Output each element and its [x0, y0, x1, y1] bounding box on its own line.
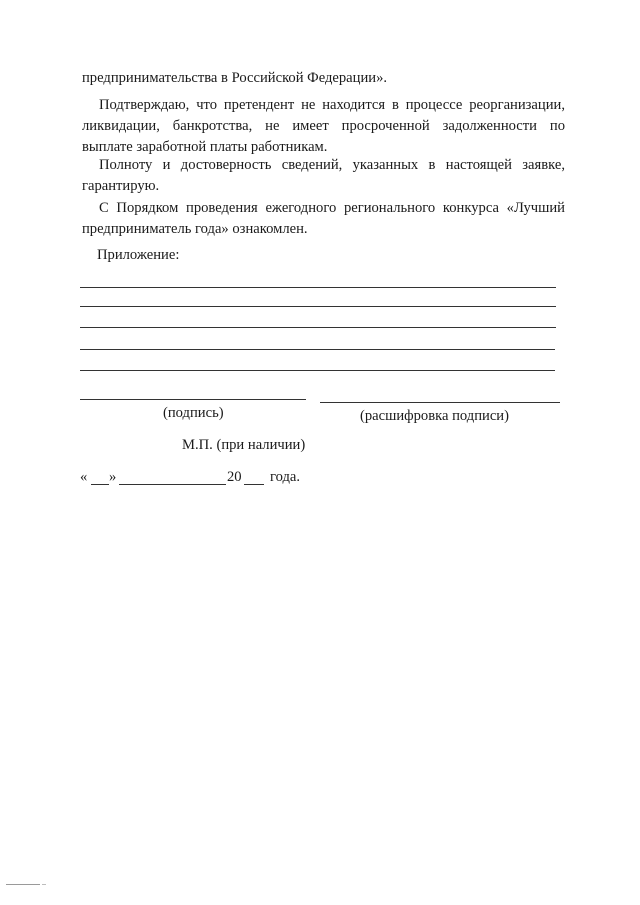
- attachment-line-2: [80, 306, 556, 307]
- signature-line: [80, 399, 306, 400]
- seal-note: М.П. (при наличии): [182, 437, 306, 453]
- text-line: ликвидации, банкротства, не имеет просроченной задолженности по: [82, 118, 565, 134]
- text-line: Подтверждаю, что претендент не находится в процессе реорганизации,: [99, 97, 565, 113]
- scan-artifact-mark: [42, 884, 46, 885]
- date-close-quote: »: [109, 469, 117, 485]
- signature-decoding-caption: (расшифровка подписи): [360, 408, 509, 424]
- attachment-line-1: [80, 287, 556, 288]
- attachment-line-3: [80, 327, 556, 328]
- signature-caption: (подпись): [163, 405, 224, 421]
- attachment-label: Приложение:: [97, 247, 180, 263]
- date-open-quote: «: [80, 469, 88, 485]
- text-line: Полноту и достоверность сведений, указанных в настоящей заявке,: [99, 157, 565, 173]
- signature-decoding-line: [320, 402, 560, 403]
- paragraph-guarantee: [82, 155, 565, 197]
- attachment-line-4: [80, 349, 555, 350]
- text-line: С Порядком проведения ежегодного регионального конкурса «Лучший: [99, 200, 565, 216]
- text-line: гарантирую.: [82, 178, 160, 194]
- date-month-blank: [119, 484, 226, 485]
- text-line: предпринимательства в Российской Федерации».: [82, 70, 388, 86]
- date-suffix: года.: [270, 469, 301, 485]
- paragraph-familiarization: [82, 198, 565, 240]
- paragraph-continuation: [82, 68, 565, 89]
- date-year-prefix: 20: [227, 469, 242, 485]
- text-line: предприниматель года» ознакомлен.: [82, 221, 308, 237]
- scan-artifact-mark: [6, 884, 40, 885]
- date-day-blank: [91, 484, 109, 485]
- text-line: выплате заработной платы работникам.: [82, 139, 328, 155]
- attachment-line-5: [80, 370, 555, 371]
- paragraph-confirmation: [82, 95, 565, 158]
- date-year-blank: [244, 484, 264, 485]
